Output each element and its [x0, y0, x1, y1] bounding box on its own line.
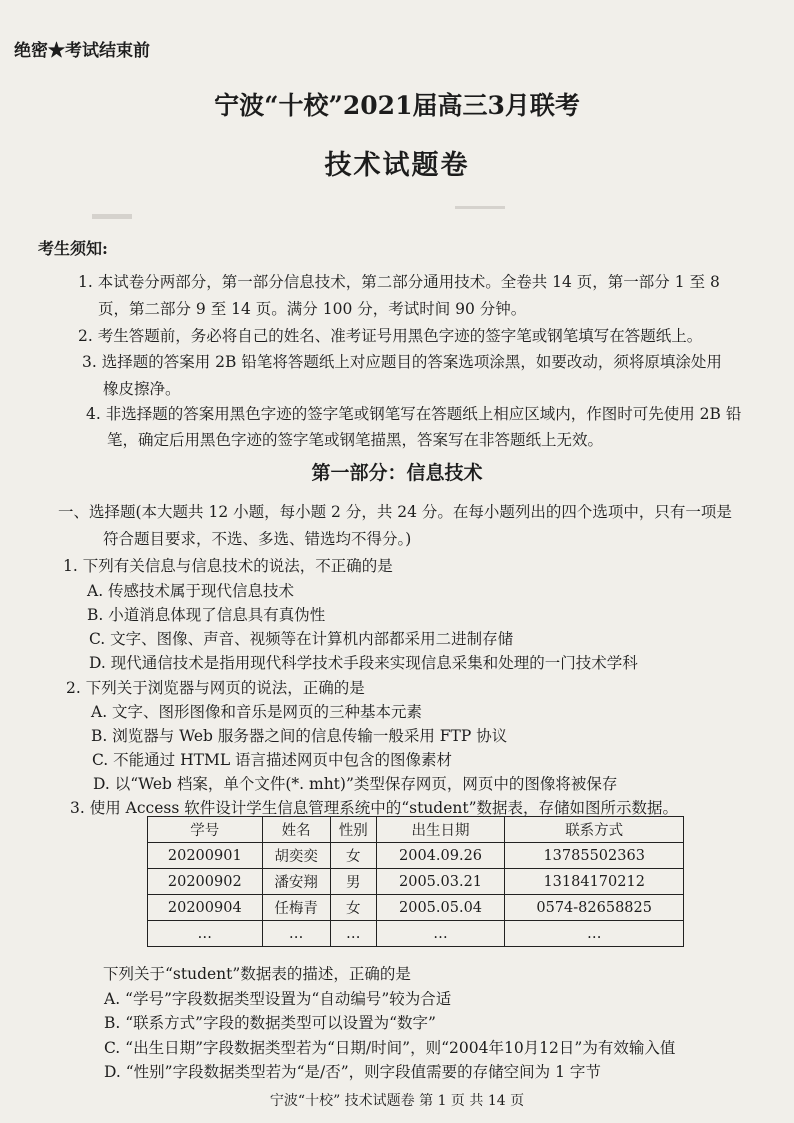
question-2-option-d: D. 以“Web 档案，单个文件(*. mht)”类型保存网页，网页中的图像将被保存: [93, 775, 618, 793]
notice-item-1: 1. 本试卷分两部分，第一部分信息技术，第二部分通用技术。全卷共 14 页，第一部分 1 至 8: [78, 273, 720, 291]
table-cell: 20200902: [148, 869, 263, 895]
question-1-option-a: A. 传感技术属于现代信息技术: [87, 582, 295, 600]
table-cell: …: [262, 921, 330, 947]
student-data-table: [147, 816, 684, 947]
paper-title: 技术试题卷: [324, 150, 470, 181]
table-cell: 女: [330, 895, 376, 921]
table-cell: 潘安翔: [262, 869, 330, 895]
table-cell: 任梅青: [262, 895, 330, 921]
table-cell: 男: [330, 869, 376, 895]
question-3-stem: 3. 使用 Access 软件设计学生信息管理系统中的“student”数据表，存储如图所示数据。: [70, 799, 679, 817]
part1-intro: 一、选择题(本大题共 12 小题，每小题 2 分，共 24 分。在每小题列出的四个选项中，只有一项是: [58, 503, 732, 521]
table-cell: 2005.03.21: [376, 869, 505, 895]
question-2-stem: 2. 下列关于浏览器与网页的说法，正确的是: [66, 679, 365, 697]
question-2-option-c: C. 不能通过 HTML 语言描述网页中包含的图像素材: [92, 751, 453, 769]
question-1-option-c: C. 文字、图像、声音、视频等在计算机内部都采用二进制存储: [89, 630, 514, 648]
notice-item-2: 2. 考生答题前，务必将自己的姓名、准考证号用黑色字迹的签字笔或钢笔填写在答题纸上。: [78, 327, 703, 345]
question-2-option-b: B. 浏览器与 Web 服务器之间的信息传输一般采用 FTP 协议: [91, 727, 508, 745]
table-cell: 20200904: [148, 895, 263, 921]
table-header-cell: 性别: [330, 817, 376, 843]
table-cell: 2005.05.04: [376, 895, 505, 921]
table-header-row: [148, 817, 684, 843]
notice-heading: 考生须知:: [38, 239, 108, 258]
secret-label: 绝密★考试结束前: [14, 41, 150, 61]
table-row: [148, 869, 684, 895]
question-2-option-a: A. 文字、图形图像和音乐是网页的三种基本元素: [91, 703, 423, 721]
table-header-cell: 学号: [148, 817, 263, 843]
notice-item-4-cont: 笔，确定后用黑色字迹的签字笔或钢笔描黑，答案写在非答题纸上无效。: [107, 431, 604, 449]
table-cell: 2004.09.26: [376, 843, 505, 869]
table-row: [148, 921, 684, 947]
table-header-cell: 出生日期: [376, 817, 505, 843]
exam-title: 宁波“十校”2021届高三3月联考: [214, 91, 580, 120]
table-row: [148, 843, 684, 869]
notice-item-4: 4. 非选择题的答案用黑色字迹的签字笔或钢笔写在答题纸上相应区域内，作图时可先使用 2B 铅: [86, 405, 742, 423]
question-1-option-b: B. 小道消息体现了信息具有真伪性: [87, 606, 326, 624]
question-3-option-b: B. “联系方式”字段的数据类型可以设置为“数字”: [104, 1014, 436, 1032]
question-1-stem: 1. 下列有关信息与信息技术的说法，不正确的是: [63, 557, 393, 575]
table-header-cell: 联系方式: [505, 817, 684, 843]
page-footer: 宁波“十校” 技术试题卷 第 1 页 共 14 页: [269, 1093, 525, 1109]
notice-item-1-cont: 页，第二部分 9 至 14 页。满分 100 分，考试时间 90 分钟。: [98, 300, 527, 318]
table-cell: …: [376, 921, 505, 947]
table-cell: 胡奕奕: [262, 843, 330, 869]
table-cell: 20200901: [148, 843, 263, 869]
table-cell: …: [505, 921, 684, 947]
table-cell: 13184170212: [505, 869, 684, 895]
question-3-substem: 下列关于“student”数据表的描述，正确的是: [103, 965, 411, 983]
notice-item-3: 3. 选择题的答案用 2B 铅笔将答题纸上对应题目的答案选项涂黑，如要改动，须将原填涂处用: [82, 353, 722, 371]
question-3-option-a: A. “学号”字段数据类型设置为“自动编号”较为合适: [104, 990, 452, 1008]
part1-intro-cont: 符合题目要求，不选、多选、错选均不得分。): [103, 530, 412, 548]
table-cell: 0574-82658825: [505, 895, 684, 921]
table-cell: 女: [330, 843, 376, 869]
question-3-option-d: D. “性别”字段数据类型若为“是/否”，则字段值需要的存储空间为 1 字节: [104, 1063, 601, 1081]
table-row: [148, 895, 684, 921]
scan-artifact: [455, 206, 505, 209]
scan-artifact: [92, 214, 132, 219]
notice-item-3-cont: 橡皮擦净。: [103, 380, 181, 398]
question-3-option-c: C. “出生日期”字段数据类型若为“日期/时间”，则“2004年10月12日”为有效输入值: [104, 1039, 676, 1057]
section-title: 第一部分：信息技术: [311, 462, 483, 484]
table-cell: …: [148, 921, 263, 947]
table-header-cell: 姓名: [262, 817, 330, 843]
question-1-option-d: D. 现代通信技术是指用现代科学技术手段来实现信息采集和处理的一门技术学科: [89, 654, 638, 672]
table-cell: 13785502363: [505, 843, 684, 869]
table-cell: …: [330, 921, 376, 947]
